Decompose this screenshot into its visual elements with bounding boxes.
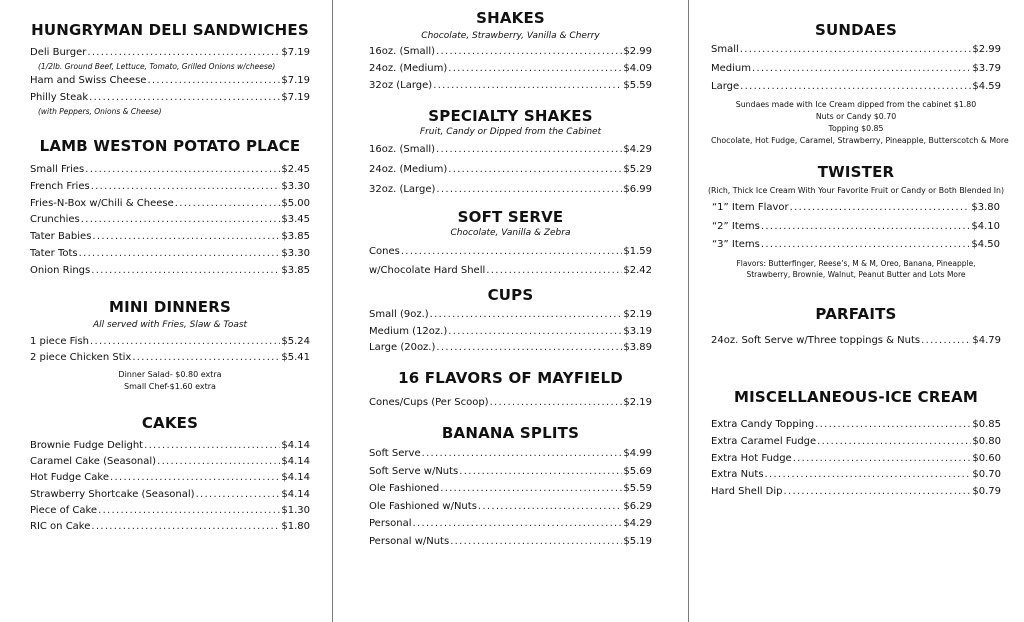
item-name: “2” Items	[712, 220, 760, 232]
dot-leader	[87, 44, 280, 61]
menu-item	[711, 484, 1001, 501]
sundae-note: Sundaes made with Ice Cream dipped from the cabinet $1.80	[735, 99, 977, 109]
item-price: $2.19	[623, 397, 652, 408]
menu-item	[30, 246, 310, 263]
menu-item	[711, 451, 1001, 468]
item-price: $0.85	[972, 419, 1001, 430]
item-price: $3.80	[971, 202, 1000, 213]
item-name: Soft Serve	[369, 448, 421, 459]
menu-item	[711, 434, 1001, 451]
item-note: (1/2lb. Ground Beef, Lettuce, Tomato, Grilled Onions w/cheese)	[38, 62, 276, 71]
dot-leader	[430, 307, 623, 324]
section-subtitle: Fruit, Candy or Dipped from the Cabinet	[419, 127, 602, 137]
item-price: $3.30	[281, 180, 310, 192]
item-price: $3.85	[281, 231, 310, 243]
dot-leader	[147, 72, 280, 89]
menu-item	[30, 503, 310, 519]
dot-leader	[91, 519, 280, 535]
item-price: $3.30	[281, 247, 310, 259]
dot-leader	[761, 218, 970, 237]
item-note: (with Peppers, Onions & Cheese)	[38, 107, 162, 116]
menu-item	[30, 470, 310, 486]
item-list	[369, 395, 652, 411]
item-price: $1.80	[281, 520, 310, 532]
item-name: Large (20oz.)	[369, 342, 436, 353]
item-name: Hot Fudge Cake	[30, 472, 110, 484]
item-price: $2.19	[623, 309, 652, 320]
menu-item	[369, 77, 652, 94]
dot-leader	[815, 417, 971, 434]
dot-leader	[89, 89, 280, 106]
sundae-note: Chocolate, Hot Fudge, Caramel, Strawberry, Pineapple, Butterscotch & More	[711, 135, 1009, 145]
dot-leader	[784, 484, 972, 501]
sundae-note: Nuts or Candy $0.70	[815, 111, 897, 121]
section-subtitle: Chocolate, Strawberry, Vanilla & Cherry	[421, 31, 600, 41]
cups-section	[369, 286, 652, 357]
dot-leader	[98, 503, 280, 519]
item-name: Medium (12oz.)	[369, 325, 448, 337]
menu-item	[711, 333, 1001, 349]
item-name: French Fries	[30, 180, 90, 192]
dot-leader	[91, 179, 281, 196]
menu-item	[30, 334, 310, 350]
item-name: Personal w/Nuts	[369, 535, 450, 547]
item-price: $5.41	[281, 351, 310, 363]
item-name: 24oz. Soft Serve w/Three toppings & Nuts	[711, 335, 921, 346]
item-price: $4.09	[623, 63, 652, 74]
cakes-section	[30, 414, 310, 535]
item-list	[369, 445, 652, 550]
menu-item	[30, 72, 310, 89]
dot-leader	[440, 480, 622, 498]
item-name: Extra Hot Fudge	[711, 452, 792, 464]
item-price: $3.19	[623, 325, 652, 337]
item-name: 2 piece Chicken Stix	[30, 351, 132, 363]
flavors-note: Flavors: Butterfinger, Reese’s, M & M, Oreo, Banana, Pineapple,	[736, 258, 976, 268]
menu-item	[369, 180, 652, 200]
item-price: $4.50	[971, 239, 1000, 250]
item-name: Crunchies	[30, 214, 80, 226]
item-price: $1.30	[281, 504, 310, 516]
dot-leader	[85, 162, 280, 179]
item-price: $7.19	[281, 75, 310, 86]
menu-item	[711, 467, 1001, 484]
mayfield-section	[369, 369, 652, 411]
section-subtitle: All served with Fries, Slaw & Toast	[92, 320, 248, 330]
extra-note: Small Chef-$1.60 extra	[124, 382, 216, 391]
item-price: $3.85	[281, 264, 310, 276]
dot-leader	[90, 334, 280, 350]
item-name: Piece of Cake	[30, 504, 98, 516]
dot-leader	[81, 212, 281, 229]
menu-item	[711, 41, 1001, 60]
menu-item	[369, 43, 652, 60]
menu-item	[30, 162, 310, 179]
dot-leader	[196, 487, 281, 503]
item-price: $0.79	[972, 486, 1001, 498]
menu-item	[369, 533, 652, 551]
menu-item	[369, 307, 652, 324]
menu-column-1	[0, 0, 332, 622]
dot-leader	[448, 324, 622, 341]
item-price: $2.42	[623, 265, 652, 276]
item-price: $4.29	[623, 518, 652, 529]
menu-item	[30, 263, 310, 280]
item-price: $6.99	[623, 184, 652, 195]
item-name: Small	[711, 44, 739, 55]
item-name: Small Fries	[30, 164, 85, 175]
item-list	[30, 162, 310, 280]
item-name: 1 piece Fish	[30, 336, 89, 347]
item-name: 24oz. (Medium)	[369, 63, 448, 74]
item-list	[369, 242, 652, 280]
dot-leader	[436, 43, 622, 60]
section-title: HUNGRYMAN DELI SANDWICHES	[31, 21, 309, 39]
item-name: “3” Items	[712, 239, 760, 250]
item-name: 32oz. (Large)	[369, 184, 436, 195]
item-price: $5.19	[623, 535, 652, 547]
item-price: $5.00	[281, 197, 310, 209]
menu-item	[369, 340, 652, 357]
mini-dinners-section	[30, 298, 310, 393]
menu-item	[369, 60, 652, 77]
dot-leader	[110, 470, 280, 486]
menu-column-2	[333, 0, 688, 622]
twister-section	[706, 163, 1006, 280]
dot-leader	[91, 263, 280, 280]
item-name: Ole Fashioned w/Nuts	[369, 500, 477, 512]
section-title: LAMB WESTON POTATO PLACE	[39, 137, 301, 155]
item-name: Ham and Swiss Cheese	[30, 75, 147, 86]
item-name: Tater Tots	[30, 247, 78, 259]
item-price: $5.59	[623, 80, 652, 91]
item-price: $3.79	[972, 62, 1001, 74]
item-price: $7.19	[281, 92, 310, 103]
section-title: 16 FLAVORS OF MAYFIELD	[398, 369, 623, 387]
dot-leader	[486, 261, 622, 280]
item-name: Tater Babies	[30, 231, 92, 243]
menu-item	[30, 44, 310, 61]
menu-item	[711, 78, 1001, 97]
dot-leader	[459, 463, 622, 481]
dot-leader	[478, 498, 622, 516]
dot-leader	[448, 160, 622, 180]
deli-section	[30, 21, 310, 117]
extra-note: Dinner Salad- $0.80 extra	[118, 370, 222, 379]
item-price: $5.59	[623, 483, 652, 494]
menu-item	[711, 417, 1001, 434]
menu-item	[30, 89, 310, 106]
section-title: SPECIALTY SHAKES	[428, 107, 593, 125]
soft-serve-section	[369, 208, 652, 280]
item-name: Personal	[369, 518, 412, 529]
banana-splits-section	[369, 424, 652, 550]
section-title: BANANA SPLITS	[441, 424, 580, 442]
section-subtitle: Chocolate, Vanilla & Zebra	[450, 228, 571, 238]
dot-leader	[422, 445, 623, 463]
section-title: TWISTER	[817, 163, 895, 181]
item-list	[706, 199, 1006, 255]
item-name: Onion Rings	[30, 264, 91, 276]
item-price: $0.60	[972, 452, 1001, 464]
flavors-note: Strawberry, Brownie, Walnut, Peanut Butter and Lots More	[746, 269, 966, 279]
menu-item	[369, 498, 652, 516]
item-name: Hard Shell Dip	[711, 486, 783, 498]
dot-leader	[79, 246, 281, 263]
item-price: $4.14	[281, 488, 310, 500]
dot-leader	[157, 454, 280, 470]
item-price: $4.79	[972, 335, 1001, 346]
item-name: Cones	[369, 246, 400, 257]
menu-item	[711, 60, 1001, 79]
potato-section	[30, 137, 310, 280]
misc-ice-cream-section	[711, 388, 1001, 501]
item-name: w/Chocolate Hard Shell	[369, 265, 486, 276]
item-list	[711, 41, 1001, 97]
item-name: Caramel Cake (Seasonal)	[30, 456, 157, 468]
item-list	[711, 417, 1001, 501]
dot-leader	[448, 60, 622, 77]
item-list	[711, 333, 1001, 349]
item-name: 16oz. (Small)	[369, 46, 436, 57]
menu-item	[30, 229, 310, 246]
shakes-section	[369, 9, 652, 94]
dot-leader	[450, 533, 622, 551]
item-name: Philly Steak	[30, 92, 89, 103]
item-price: $4.14	[281, 456, 310, 468]
menu-item	[369, 480, 652, 498]
dot-leader	[490, 395, 623, 411]
menu-item	[712, 199, 1000, 218]
section-title: SOFT SERVE	[457, 208, 564, 226]
section-title: MINI DINNERS	[108, 298, 231, 316]
section-title: MISCELLANEOUS-ICE CREAM	[733, 388, 979, 406]
dot-leader	[175, 196, 281, 213]
item-price: $7.19	[281, 47, 310, 58]
item-name: Fries-N-Box w/Chili & Cheese	[30, 197, 174, 209]
menu-item	[369, 140, 652, 160]
section-title: SHAKES	[476, 9, 545, 27]
item-price: $3.45	[281, 214, 310, 226]
menu-item	[369, 463, 652, 481]
item-price: $5.69	[623, 465, 652, 477]
item-price: $2.99	[972, 44, 1001, 55]
dot-leader	[144, 438, 280, 454]
item-price: $4.99	[623, 448, 652, 459]
menu-item	[30, 196, 310, 213]
menu-item	[30, 487, 310, 503]
item-price: $4.10	[971, 220, 1000, 232]
item-name: Medium	[711, 62, 751, 74]
menu-item	[369, 445, 652, 463]
section-title: CAKES	[141, 414, 199, 432]
item-name: Extra Nuts	[711, 469, 764, 481]
item-price: $5.29	[623, 164, 652, 175]
dot-leader	[752, 60, 971, 79]
item-price: $4.29	[623, 144, 652, 155]
item-list	[30, 438, 310, 535]
item-price: $4.59	[972, 81, 1001, 92]
item-name: “1” Item Flavor	[712, 202, 789, 213]
section-title: PARFAITS	[815, 305, 897, 323]
item-name: Extra Candy Topping	[711, 419, 815, 430]
dot-leader	[436, 180, 622, 200]
menu-column-3	[689, 0, 1024, 622]
menu-item	[30, 519, 310, 535]
item-name: Strawberry Shortcake (Seasonal)	[30, 488, 195, 500]
menu-item	[30, 350, 310, 366]
item-price: $2.45	[281, 164, 310, 175]
item-list	[369, 307, 652, 357]
dot-leader	[132, 350, 280, 366]
item-price: $5.24	[281, 336, 310, 347]
menu-item	[30, 454, 310, 470]
item-name: Extra Caramel Fudge	[711, 435, 817, 447]
menu-item	[369, 515, 652, 533]
menu-item	[369, 261, 652, 280]
dot-leader	[740, 78, 971, 97]
menu-item	[30, 438, 310, 454]
item-list	[30, 44, 310, 117]
section-title: CUPS	[487, 286, 534, 304]
item-price: $3.89	[623, 342, 652, 353]
dot-leader	[817, 434, 971, 451]
item-list	[369, 43, 652, 94]
dot-leader	[436, 140, 622, 160]
dot-leader	[793, 451, 972, 468]
dot-leader	[436, 340, 622, 357]
item-price: $2.99	[623, 46, 652, 57]
section-title: SUNDAES	[814, 21, 898, 39]
menu-item	[369, 395, 652, 411]
menu-item	[369, 160, 652, 180]
item-name: Deli Burger	[30, 47, 87, 58]
specialty-shakes-section	[369, 107, 652, 200]
menu-item	[712, 236, 1000, 255]
dot-leader	[740, 41, 972, 60]
menu-item	[712, 218, 1000, 237]
menu-item	[30, 212, 310, 229]
menu-item	[369, 324, 652, 341]
menu-item	[30, 179, 310, 196]
item-price: $0.80	[972, 435, 1001, 447]
item-list	[369, 140, 652, 200]
item-name: Ole Fashioned	[369, 483, 440, 494]
section-subtitle: (Rich, Thick Ice Cream With Your Favorite Fruit or Candy or Both Blended In)	[707, 186, 1005, 195]
dot-leader	[433, 77, 622, 94]
item-price: $4.14	[281, 440, 310, 451]
sundaes-section	[711, 21, 1009, 147]
item-price: $4.14	[281, 472, 310, 484]
item-price: $6.29	[623, 500, 652, 512]
sundae-note: Topping $0.85	[828, 123, 884, 133]
dot-leader	[401, 242, 623, 261]
item-list	[30, 334, 310, 365]
menu-item	[369, 242, 652, 261]
dot-leader	[790, 199, 971, 218]
item-name: Small (9oz.)	[369, 309, 429, 320]
dot-leader	[761, 236, 970, 255]
dot-leader	[921, 333, 971, 349]
item-name: Soft Serve w/Nuts	[369, 465, 459, 477]
parfaits-section	[711, 305, 1001, 349]
item-name: 16oz. (Small)	[369, 144, 436, 155]
dot-leader	[413, 515, 623, 533]
item-price: $0.70	[972, 469, 1001, 481]
item-name: RIC on Cake	[30, 520, 91, 532]
dot-leader	[765, 467, 972, 484]
item-name: Brownie Fudge Delight	[30, 440, 144, 451]
item-name: 24oz. (Medium)	[369, 164, 448, 175]
item-name: Large	[711, 81, 740, 92]
item-name: Cones/Cups (Per Scoop)	[369, 397, 489, 408]
item-price: $1.59	[623, 246, 652, 257]
dot-leader	[92, 229, 280, 246]
item-name: 32oz (Large)	[369, 80, 433, 91]
